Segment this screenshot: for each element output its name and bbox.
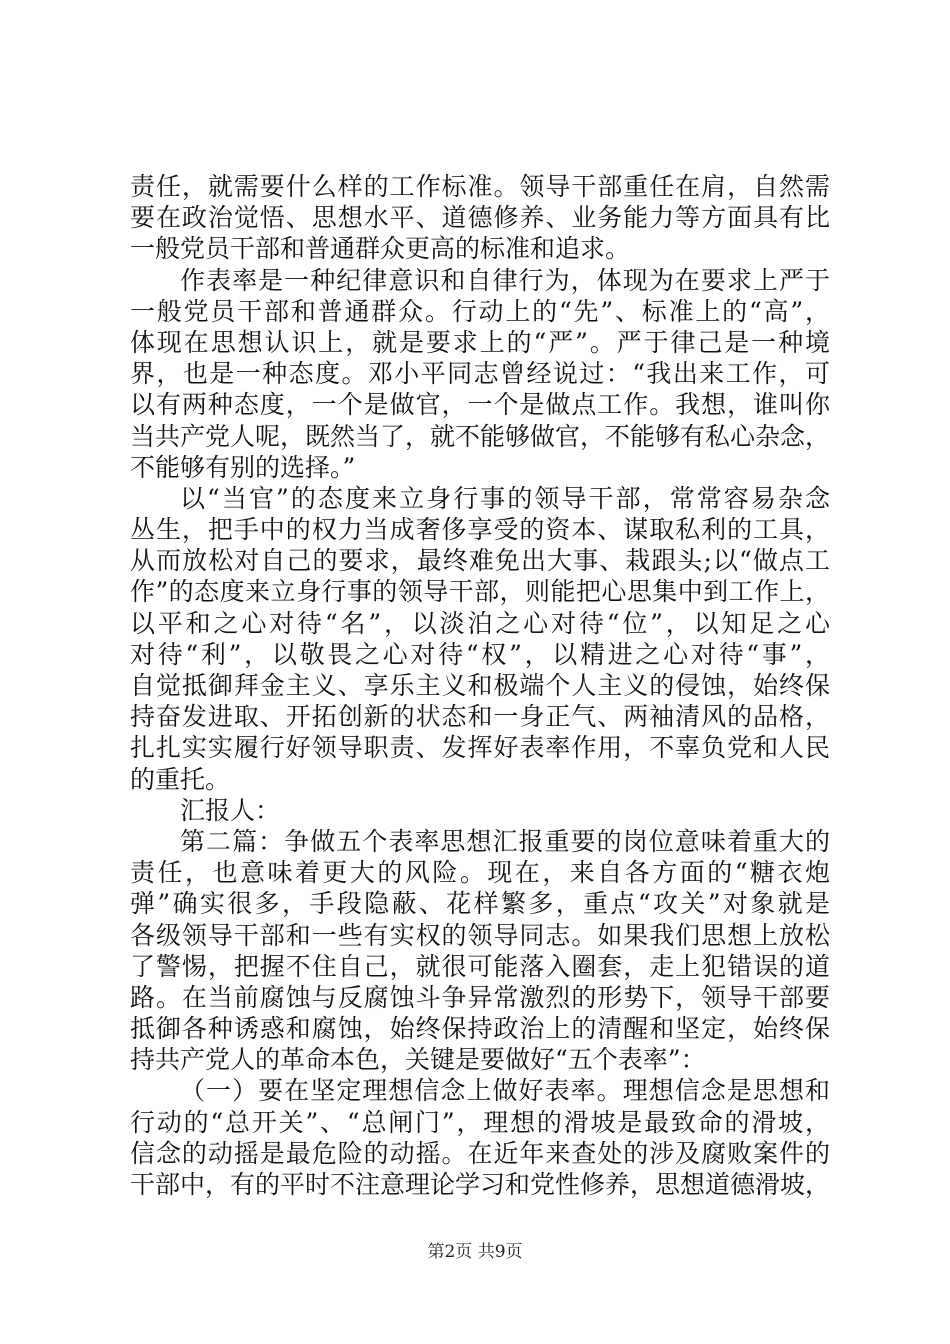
text-line: 自觉抵御拜金主义、享乐主义和极端个人主义的侵蚀，始终保 [130, 671, 830, 700]
text-line: 弹”确实很多，手段隐蔽、花样繁多，重点“攻关”对象就是 [130, 889, 830, 919]
text-line: 行动的“总开关”、“总闸门”，理想的滑坡是最致命的滑坡， [130, 1107, 830, 1137]
text-line: 一般党员干部和普通群众。行动上的“先”、标准上的“高”， [130, 296, 830, 326]
text-line: 持共产党人的革命本色，关键是要做好“五个表率”： [130, 1045, 706, 1075]
text-line: 以有两种态度，一个是做官，一个是做点工作。我想，谁叫你 [130, 390, 830, 420]
text-line: 界，也是一种态度。邓小平同志曾经说过：“我出来工作，可 [130, 359, 830, 389]
text-line: 了警惕，把握不住自己，就很可能落入圈套，走上犯错误的道 [130, 951, 830, 981]
text-line: 对待“利”，以敬畏之心对待“权”，以精进之心对待“事”， [130, 639, 830, 669]
text-line: 持奋发进取、开拓创新的状态和一身正气、两袖清风的品格， [130, 702, 830, 732]
text-line: 路。在当前腐蚀与反腐蚀斗争异常激烈的形势下，领导干部要 [130, 982, 830, 1012]
text-line: 的重托。 [130, 764, 231, 794]
text-line: 抵御各种诱惑和腐蚀，始终保持政治上的清醒和坚定，始终保 [130, 1014, 830, 1044]
text-line: 信念的动摇是最危险的动摇。在近年来查处的涉及腐败案件的 [130, 1138, 830, 1168]
text-line: （一）要在坚定理想信念上做好表率。理想信念是思想和 [180, 1076, 830, 1106]
text-line: 一般党员干部和普通群众更高的标准和追求。 [130, 234, 631, 264]
text-line: 以“当官”的态度来立身行事的领导干部，常常容易杂念 [180, 483, 830, 513]
text-line: 第二篇：争做五个表率思想汇报重要的岗位意味着重大的 [180, 826, 830, 856]
text-line: 责任，就需要什么样的工作标准。领导干部重任在肩，自然需 [130, 172, 830, 201]
text-line: 当共产党人呢，既然当了，就不能够做官，不能够有私心杂念， [130, 421, 831, 451]
text-line: 作”的态度来立身行事的领导干部，则能把心思集中到工作上， [130, 577, 830, 607]
text-line: 扎扎实实履行好领导职责、发挥好表率作用，不辜负党和人民 [130, 733, 830, 763]
page-footer: 第2页 共9页 [427, 1242, 523, 1262]
text-line: 体现在思想认识上，就是要求上的“严”。严于律己是一种境 [130, 327, 830, 357]
text-line: 从而放松对自己的要求，最终难免出大事、栽跟头;以“做点工 [130, 546, 830, 576]
body-text [130, 171, 830, 1200]
text-line: 干部中，有的平时不注意理论学习和党性修养，思想道德滑坡， [130, 1170, 831, 1199]
text-line: 丛生，把手中的权力当成奢侈享受的资本、谋取私利的工具， [130, 515, 830, 545]
text-line: 汇报人： [180, 795, 281, 825]
text-line: 要在政治觉悟、思想水平、道德修养、业务能力等方面具有比 [130, 203, 830, 233]
text-line: 作表率是一种纪律意识和自律行为，体现为在要求上严于 [180, 265, 830, 295]
text-line: 以平和之心对待“名”，以淡泊之心对待“位”，以知足之心 [130, 608, 830, 638]
text-line: 各级领导干部和一些有实权的领导同志。如果我们思想上放松 [130, 920, 830, 950]
text-line: 责任，也意味着更大的风险。现在，来自各方面的“糖衣炮 [130, 858, 830, 888]
text-line: 不能够有别的选择。” [130, 452, 356, 482]
